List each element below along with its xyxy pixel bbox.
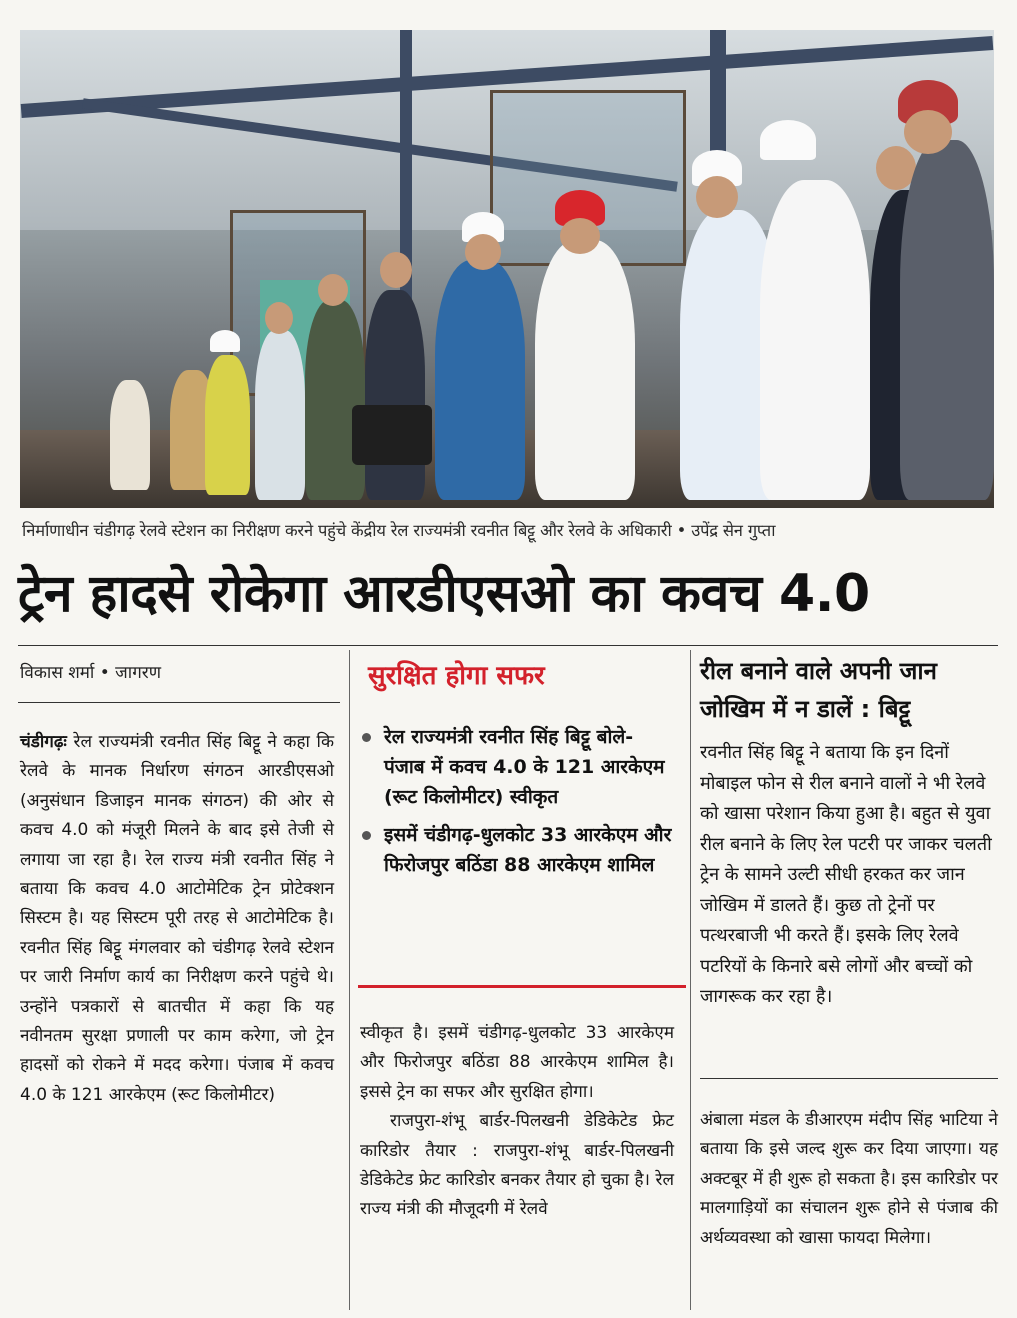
highlight-text: रेल राज्यमंत्री रवनीत सिंह बिट्टू बोले- पंजाब में कवच 4.0 के 121 आरकेएम (रूट किलोमीटर) स्वीकृत: [384, 726, 665, 808]
divider: [18, 645, 998, 646]
photo-caption: निर्माणाधीन चंडीगढ़ रेलवे स्टेशन का निरीक्षण करने पहुंचे केंद्रीय रेल राज्यमंत्री रवनीत बिट्टू और रेलवे के अधिकारी • उपेंद्र सेन गुप्ता: [22, 521, 776, 540]
photo-person: [255, 330, 305, 500]
article-column-2: [360, 1019, 674, 1225]
photo-person: [900, 140, 994, 500]
photo-head: [904, 110, 952, 154]
bullet-icon: [362, 733, 371, 742]
photo-person: [365, 290, 425, 500]
photo-head: [465, 234, 501, 270]
photo-person: [760, 180, 870, 500]
article-column-3: [700, 1106, 998, 1253]
column-divider: [690, 650, 691, 1310]
photo-briefcase: [352, 405, 432, 465]
dateline: चंडीगढ़ः: [20, 732, 67, 752]
photo-head: [318, 274, 348, 306]
box-red-rule: [358, 985, 686, 988]
headline: ट्रेन हादसे रोकेगा आरडीएसओ का कवच 4.0: [18, 564, 870, 624]
column-divider: [349, 650, 350, 1310]
article-text: अंबाला मंडल के डीआरएम मंदीप सिंह भाटिया ने बताया कि इसे जल्द शुरू कर दिया जाएगा। यह अक्टबूर में ही शुरू हो सकता है। इस कारिडोर पर मालगाड़ियों का संचालन शुरू होने से पंजाब की अर्थव्यवस्था को खासा फायदा मिलेगा।: [700, 1110, 998, 1248]
photo-person: [535, 240, 635, 500]
side-headline: रील बनाने वाले अपनी जान जोखिम में न डालें : बिट्टू: [700, 657, 937, 723]
photo-head: [560, 218, 600, 254]
bullet-icon: [362, 831, 371, 840]
article-text: स्वीकृत है। इसमें चंडीगढ़-धुलकोट 33 आरकेएम और फिरोजपुर बठिंडा 88 आरकेएम शामिल है। इससे ट्रेन का सफर और सुरक्षित होगा।: [360, 1023, 674, 1102]
article-text: रेल राज्यमंत्री रवनीत सिंह बिट्टू ने कहा कि रेलवे के मानक निर्धारण संगठन आरडीएसओ (अनुसंधान डिजाइन मानक संगठन) की ओर से कवच 4.0 को मंजूरी मिलने के बाद इसे तेजी से लगाया जा रहा है। रेल राज्य मंत्री रवनीत सिंह ने बताया कि कवच 4.0 आटोमेटिक ट्रेन प्रोटेक्शन सिस्टम है। यह सिस्टम पूरी तरह से आटोमेटिक है। रवनीत सिंह बिट्टू मंगलवार को चंडीगढ़ रेलवे स्टेशन पर जारी निर्माण कार्य का निरीक्षण करने पहुंचे थे। उन्होंने पत्रकारों से बातचीत में कहा कि यह नवीनतम सुरक्षा प्रणाली पर काम करेगा, जो ट्रेन हादसों को रोकने में मदद करेगा। पंजाब में कवच 4.0 के 121 आरकेएम (रूट किलोमीटर): [20, 732, 334, 1105]
highlight-item: [360, 722, 680, 812]
highlight-text: इसमें चंडीगढ़-धुलकोट 33 आरकेएम और फिरोजपुर बठिंडा 88 आरकेएम शामिल: [384, 824, 672, 876]
divider: [700, 1078, 998, 1079]
side-article-text: रवनीत सिंह बिट्टू ने बताया कि इन दिनों मोबाइल फोन से रील बनाने वालों ने भी रेलवे को खासा परेशान किया हुआ है। बहुत से युवा रील बनाने के लिए रेल पटरी पर जाकर चलती ट्रेन के सामने उल्टी सीधी हरकत कर जान जोखिम में डालते हैं। कुछ तो ट्रेनों पर पत्थरबाजी भी करते हैं। इसके लिए रेलवे पटरियों के किनारे बसे लोगों और बच्चों को जागरूक कर रहा है।: [700, 742, 992, 1007]
highlights-box: [360, 722, 680, 888]
photo-head: [380, 252, 412, 288]
byline: विकास शर्मा • जागरण: [20, 663, 162, 683]
article-column-1: [20, 728, 334, 1110]
article-text: राजपुरा-शंभू बार्डर-पिलखनी डेडिकेटेड फ्रेट कारिडोर तैयार : राजपुरा-शंभू बार्डर-पिलखनी डेडिकेटेड फ्रेट कारिडोर बनकर तैयार हो चुका है। रेल राज्य मंत्री की मौजूदगी में रेलवे: [360, 1111, 674, 1220]
photo-person: [110, 380, 150, 490]
photo-person: [435, 260, 525, 500]
news-photo: [20, 30, 994, 508]
highlight-item: [360, 820, 680, 880]
box-title: सुरक्षित होगा सफर: [368, 661, 545, 691]
photo-person: [305, 300, 365, 500]
divider: [18, 702, 340, 703]
photo-head: [696, 176, 738, 218]
photo-person: [205, 355, 250, 495]
photo-head: [265, 302, 293, 334]
photo-helmet: [760, 120, 816, 160]
photo-helmet: [210, 330, 240, 352]
